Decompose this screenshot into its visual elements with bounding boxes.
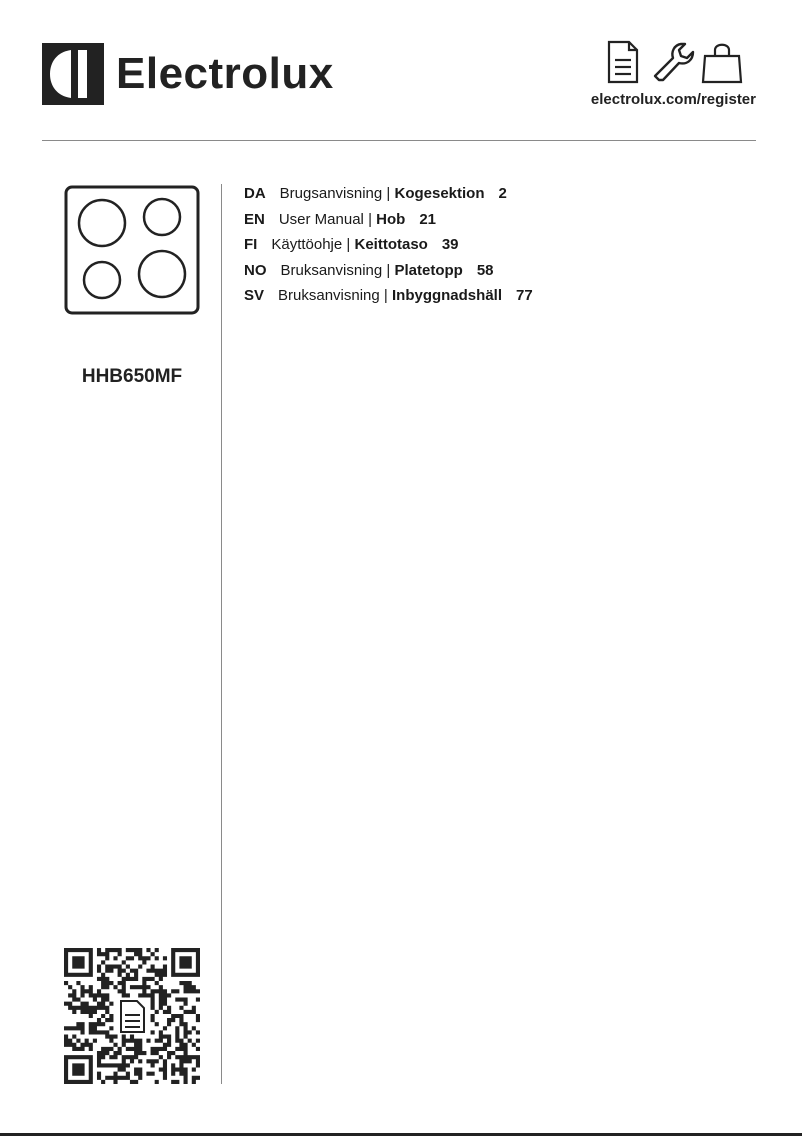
language-code: DA — [244, 185, 266, 202]
electrolux-logo-icon — [42, 43, 104, 105]
shopping-bag-icon — [703, 45, 741, 82]
register-icons — [605, 40, 745, 84]
toc-item[interactable] — [244, 288, 533, 303]
qr-code[interactable] — [64, 948, 200, 1084]
product-title: Inbyggnadshäll — [391, 287, 502, 304]
product-title: Hob — [376, 210, 406, 228]
language-code: SV — [244, 287, 265, 304]
separator: | — [368, 210, 372, 228]
page-number: 77 — [516, 287, 533, 304]
document-icon — [116, 998, 148, 1034]
toc-item[interactable] — [244, 263, 533, 278]
toc-item[interactable] — [244, 186, 533, 201]
language-code: NO — [244, 261, 267, 279]
separator: | — [383, 287, 388, 304]
document-icon — [609, 42, 637, 82]
hob-cooktop-icon — [64, 185, 200, 315]
manual-type: Bruksanvisning — [280, 261, 383, 279]
language-code: FI — [244, 236, 258, 253]
toc-item[interactable] — [244, 237, 533, 252]
model-number: HHB650MF — [81, 366, 183, 387]
product-title: Platetopp — [394, 261, 463, 279]
wrench-icon — [655, 44, 693, 80]
separator: | — [346, 236, 351, 253]
separator: | — [386, 185, 391, 202]
toc-item[interactable] — [244, 212, 533, 227]
brand-name: Electrolux — [116, 49, 334, 98]
product-title: Kogesektion — [394, 185, 485, 202]
language-code: EN — [244, 210, 265, 228]
page-number: 2 — [498, 185, 507, 202]
register-url[interactable]: electrolux.com/register — [590, 91, 756, 108]
page-number: 39 — [441, 236, 459, 253]
column-divider — [221, 184, 222, 1084]
language-toc — [244, 186, 533, 314]
manual-type: User Manual — [278, 210, 364, 228]
page-number: 21 — [419, 210, 436, 228]
separator: | — [386, 261, 391, 279]
manual-type: Bruksanvisning — [278, 287, 380, 304]
manual-type: Käyttöohje — [271, 236, 343, 253]
manual-type: Brugsanvisning — [279, 185, 383, 202]
page-number: 58 — [476, 261, 494, 279]
product-title: Keittotaso — [354, 236, 428, 253]
top-divider — [42, 140, 756, 141]
